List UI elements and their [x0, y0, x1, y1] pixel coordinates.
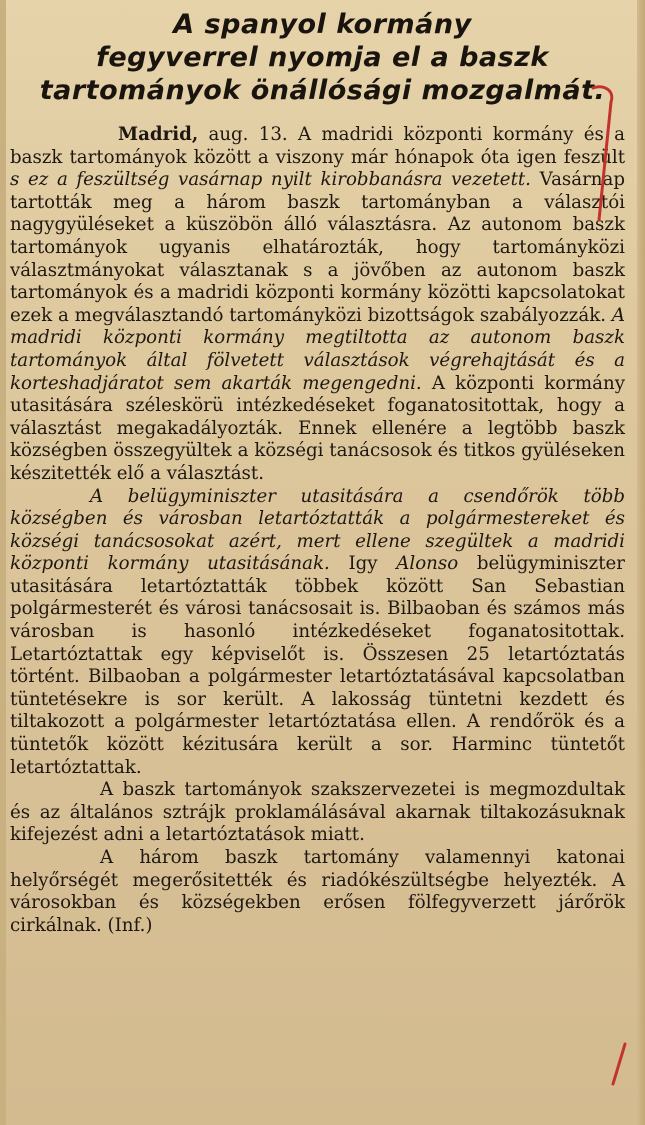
paragraph-4: A három baszk tartomány valamennyi katonai helyőrségét megerősitették és riadókészültségbe helyezték. A városokban és községekben erősen fölfegyverzett járőrök cirkálnak. (Inf.) [10, 847, 625, 936]
red-pencil-mark-top [585, 80, 625, 230]
red-pencil-mark-bottom [605, 1040, 635, 1090]
article-body [10, 124, 625, 937]
paper-left-edge [0, 0, 6, 1125]
paragraph-2-italic-1: A belügyminiszter utasitására a csendőrök több községben és városban letartóztatták a polgármestereket és községi tanácsosokat azért, mert ellene szegültek a madridi központi kormány utasitásának. [10, 485, 625, 575]
paragraph-1-text-1: aug. 13. A madridi központi kormány és a baszk tartományok között a viszony már hónapok óta igen feszült [10, 124, 625, 168]
paragraph-1-italic-1: s ez a feszültség vasárnap nyilt kirobbanásra vezetett. [10, 169, 531, 191]
paragraph-1-italic-2: A madridi központi kormány megtiltotta az autonom baszk tartományok által fölvetett választások végrehajtását és a korteshadjáratot sem akarták megengedni. [10, 304, 625, 394]
paragraph-2 [10, 486, 625, 780]
headline-line-2: fegyverrel nyomja el a baszk [96, 42, 549, 73]
paragraph-1-text-3: A központi kormány utasitására széleskörü intézkedéseket foganatositottak, hogy a választást megakadályozták. Ennek ellenére a legtöbb baszk községben összegyültek a községi tanácsosok és titkos gyüléseken készitették elő a választást. [10, 372, 625, 484]
paper-right-edge [637, 0, 645, 1125]
headline-line-1: A spanyol kormány [173, 9, 472, 40]
paragraph-2-italic-2: Alonso [396, 553, 459, 575]
headline-line-3: tartományok önállósági mozgalmát. [39, 75, 606, 106]
paragraph-3: A baszk tartományok szakszervezetei is megmozdultak és az általános sztrájk proklamálásával akarnak tiltakozásuknak kifejezést adni a letartóztatások miatt. [10, 779, 625, 846]
paragraph-2-text-1: Igy [329, 553, 397, 575]
paragraph-2-text-2: belügyminiszter utasitására letartóztatták többek között San Sebastian polgármesterét és városi tanácsosait is. Bilbaoban és számos más városban is hasonló intézkedéseket foganatositottak. Letartóztattak egy képviselőt is. Összesen 25 letartóztatás történt. Bilbaoban a polgármester letartóztatásával kapcsolatban tüntetésekre is sor került. A lakosság tüntetni kezdett és tiltakozott a polgármester letartóztatása ellen. A rendőrök és a tüntetők között kézitusára került a sor. Harminc tüntetőt letartóztattak. [10, 553, 625, 778]
headline [10, 8, 635, 107]
dateline-place: Madrid, [118, 124, 199, 145]
paragraph-1 [10, 124, 625, 486]
paragraph-1-text-2: Vasárnap tartották meg a három baszk tartományban a választói nagygyüléseket a küszöbön álló választásra. Az autonom baszk tartományok ugyanis elhatározták, hogy tartományközi választmányokat választanak s a jövőben az autonom baszk tartományok és a madridi központi kormány közötti kapcsolatokat ezek a megválasztandó tartományközi bizottságok szabályozzák. [10, 169, 625, 326]
